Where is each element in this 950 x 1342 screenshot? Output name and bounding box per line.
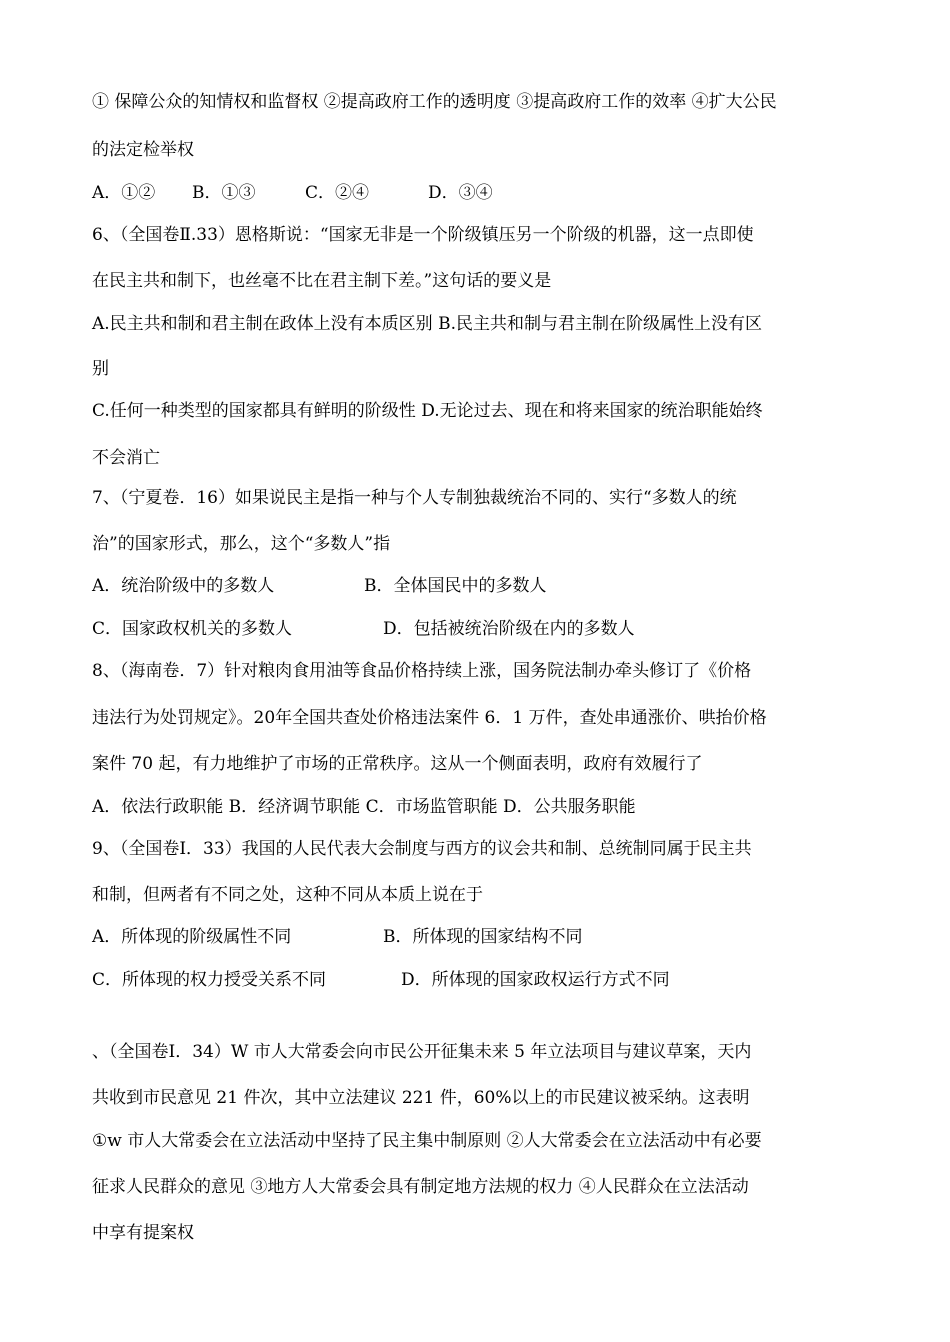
q5-options <box>92 182 493 204</box>
q9-option-b: B．所体现的国家结构不同 <box>383 927 583 947</box>
q9-option-a: A．所体现的阶级属性不同 <box>92 927 292 947</box>
q10-statements-line-1: ①w 市人大常委会在立法活动中坚持了民主集中制原则 ②人大常委会在立法活动中有必要 <box>92 1131 762 1151</box>
q8-stem-line-2: 违法行为处罚规定》。20年全国共查处价格违法案件 6．1 万件，查处串通涨价、哄抬价格 <box>92 708 767 728</box>
q7-stem-line-1: 7、（宁夏卷．16）如果说民主是指一种与个人专制独裁统治不同的、实行“多数人的统 <box>92 488 737 508</box>
q5-statements-line-1: ① 保障公众的知情权和监督权 ②提高政府工作的透明度 ③提高政府工作的效率 ④扩大公民 <box>92 92 777 112</box>
q9-stem-line-1: 9、（全国卷Ⅰ．33）我国的人民代表大会制度与西方的议会共和制、总统制同属于民主共 <box>92 839 752 859</box>
q8-options: A．依法行政职能 B．经济调节职能 C．市场监管职能 D．公共服务职能 <box>92 797 636 817</box>
q6-options-line-3: C.任何一种类型的国家都具有鲜明的阶级性 D.无论过去、现在和将来国家的统治职能始终 <box>92 401 763 421</box>
q9-option-c: C．所体现的权力授受关系不同 <box>92 970 327 990</box>
q6-stem-line-1: 6、（全国卷Ⅱ.33）恩格斯说：“国家无非是一个阶级镇压另一个阶级的机器，这一点即使 <box>92 225 754 245</box>
q5-option-b: B．①③ <box>192 183 256 203</box>
q7-option-d: D．包括被统治阶级在内的多数人 <box>383 619 635 639</box>
q5-statements-line-2: 的法定检举权 <box>92 140 194 160</box>
q10-stem-line-1: 、（全国卷Ⅰ．34）W 市人大常委会向市民公开征集未来 5 年立法项目与建议草案，天内 <box>92 1042 752 1062</box>
q9-option-d: D．所体现的国家政权运行方式不同 <box>401 970 670 990</box>
q10-statements-line-3: 中享有提案权 <box>92 1223 194 1243</box>
q10-stem-line-2: 共收到市民意见 21 件次，其中立法建议 221 件，60%以上的市民建议被采纳。这表明 <box>92 1088 750 1108</box>
q9-options-row-1 <box>92 926 583 948</box>
q6-stem-line-2: 在民主共和制下，也丝毫不比在君主制下差。”这句话的要义是 <box>92 271 552 291</box>
q7-options-row-1 <box>92 575 547 597</box>
q9-stem-line-2: 和制，但两者有不同之处，这种不同从本质上说在于 <box>92 885 483 905</box>
q10-statements-line-2: 征求人民群众的意见 ③地方人大常委会具有制定地方法规的权力 ④人民群众在立法活动 <box>92 1177 749 1197</box>
q8-stem-line-3: 案件 70 起，有力地维护了市场的正常秩序。这从一个侧面表明，政府有效履行了 <box>92 754 703 774</box>
q7-option-c: C．国家政权机关的多数人 <box>92 619 293 639</box>
q5-option-c: C．②④ <box>305 183 370 203</box>
q6-options-line-2: 别 <box>92 359 109 379</box>
q7-option-a: A．统治阶级中的多数人 <box>92 576 275 596</box>
q6-options-line-1: A.民主共和制和君主制在政体上没有本质区别 B.民主共和制与君主制在阶级属性上没有区 <box>92 314 762 334</box>
q9-options-row-2 <box>92 969 670 991</box>
q7-options-row-2 <box>92 618 635 640</box>
q7-stem-line-2: 治”的国家形式，那么，这个“多数人”指 <box>92 534 391 554</box>
q6-options-line-4: 不会消亡 <box>92 448 160 468</box>
q7-option-b: B．全体国民中的多数人 <box>364 576 547 596</box>
q5-option-a: A．①② <box>92 183 156 203</box>
q5-option-d: D．③④ <box>428 183 493 203</box>
q8-stem-line-1: 8、（海南卷．7）针对粮肉食用油等食品价格持续上涨，国务院法制办牵头修订了《价格 <box>92 661 752 681</box>
